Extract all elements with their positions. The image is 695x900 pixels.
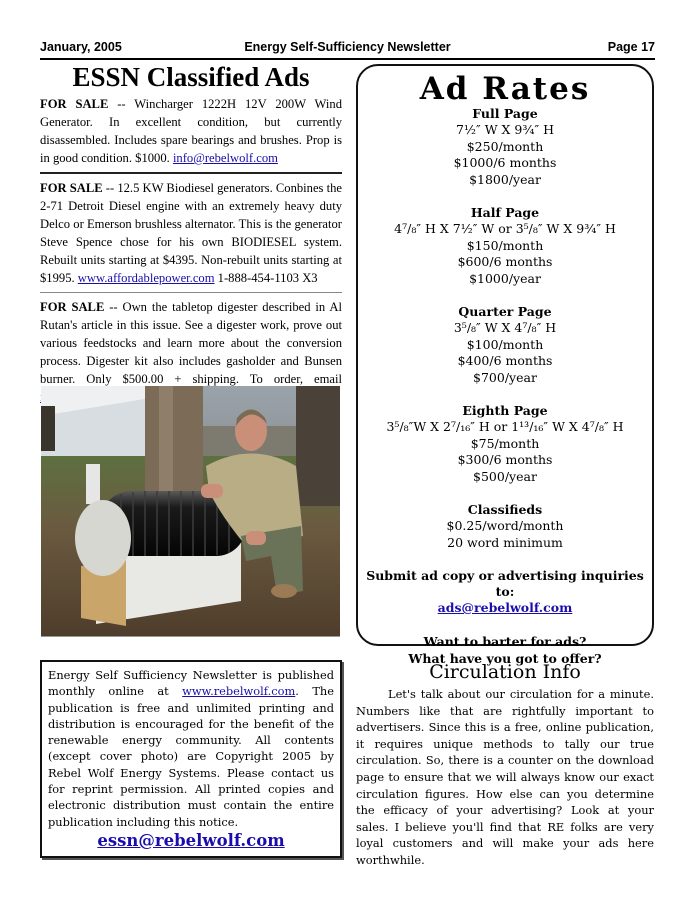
rate-price: $1800/year: [469, 171, 541, 187]
classified-ad-biodiesel-generators: [40, 176, 342, 290]
newsletter-title: Energy Self-Sufficiency Newsletter: [244, 40, 451, 54]
rate-name: Full Page: [472, 106, 538, 121]
circulation-info-section: [356, 660, 654, 869]
rate-name: Quarter Page: [458, 304, 552, 319]
rate-price: $500/year: [473, 468, 537, 484]
ad-label: FOR SALE: [40, 181, 103, 195]
page-header: [40, 38, 655, 60]
notice-text-start: Energy Self Sufficiency Newsletter is published monthly online at: [48, 668, 334, 699]
rate-size: 7½″ W X 9¾″ H: [455, 122, 555, 137]
rate-price: $75/month: [470, 435, 540, 451]
rate-name: Classifieds: [467, 502, 543, 517]
website-link[interactable]: www.rebelwolf.com: [182, 684, 296, 699]
notice-text-end: . The publication is free and unlimited printing and distribution is encouraged for the benefit of the renewable energy community. All contents (except cover photo) are Copyright 2005 by Rebel Wolf Energy Systems. Please contact us for reprint permission. All printed copies and electronic distribution must contain the entire publication including this notice.: [48, 684, 334, 829]
rate-quarter-page: [358, 304, 652, 386]
notice-email: [48, 830, 334, 850]
notice-text: [48, 667, 334, 830]
submit-label: Submit ad copy or advertising inquiries to:: [366, 568, 644, 599]
ad-text: -- Wincharger 1222H 12V 200W Wind Generator. In excellent condition, but currently disassembled. Includes spare bearings and brushes. Prop is in good condition. $1000.: [40, 97, 342, 165]
classified-ad-wind-generator: [40, 92, 342, 170]
rate-full-page: [358, 106, 652, 188]
ad-text: -- Own the tabletop digester described in Al Rutan's article in this issue. See a digester work, prove out various feedstocks and learn more about the conversion process. Digester kit also includes gasholder and Bunsen burner. Only $500.00 + shipping. To order, email: [40, 300, 342, 386]
ad-email-link[interactable]: info@rebelwolf.com: [172, 151, 278, 165]
barter-question: Want to barter for ads?: [423, 634, 587, 649]
ad-text: -- 12.5 KW Biodiesel generators. Conbines the 2-71 Detroit Diesel engine with an extremely heavy duty Delco or Emerson brushless alternator. This is the generator Steve Spence chose for his own BIODIESEL system. Rebuilt units starting at $4395. Non-rebuilt units starting at $1995.: [40, 181, 342, 285]
issue-date: January, 2005: [40, 40, 122, 54]
digester-photo-illustration: [41, 386, 340, 636]
rate-price: $300/6 months: [457, 452, 553, 467]
classified-ads-column: [40, 62, 342, 409]
page-number: Page 17: [607, 40, 655, 54]
rate-price: $1000/6 months: [453, 155, 557, 170]
ad-rates-box: [356, 64, 654, 666]
rate-price: $1000/year: [469, 270, 541, 286]
ad-label: FOR SALE: [40, 97, 109, 111]
digester-photo: [41, 386, 340, 637]
rate-size: 4⁷/₈″ H X 7½″ W or 3⁵/₈″ W X 9¾″ H: [394, 221, 616, 236]
rate-price: $700/year: [473, 369, 537, 385]
rate-classifieds: [358, 502, 652, 551]
ad-website-link[interactable]: www.affordablepower.com: [77, 271, 215, 285]
barter-offer: What have you got to offer?: [408, 651, 602, 666]
rate-price: $150/month: [466, 237, 544, 253]
circulation-body: Let's talk about our circulation for a minute. Numbers like that are rightfully important to advertisers. Since this is a free, online publication, it requires unique methods to tally our true circulation. So, there is a counter on the download page to ensure that we will always know our exact circulation figures. How else can you determine the efficacy of your advertising? Look at your sales. I believe you'll find that RE folks are very loyal customers and will make your ads here worthwhile.: [356, 687, 654, 867]
rate-name: Eighth Page: [462, 403, 548, 418]
rate-price: $400/6 months: [457, 353, 553, 368]
ad-phone: 1-888-454-1103 X3: [214, 271, 318, 285]
divider: [40, 172, 342, 174]
rate-price: $0.25/word/month: [446, 518, 564, 533]
rate-size: 3⁵/₈″ W X 4⁷/₈″ H: [453, 320, 557, 335]
rate-price: $250/month: [466, 138, 544, 154]
circulation-title: Circulation Info: [429, 661, 581, 683]
rate-size: 3⁵/₈″W X 2⁷/₁₆″ H or 1¹³/₁₆″ W X 4⁷/₈″ H: [386, 419, 624, 434]
rate-eighth-page: [358, 403, 652, 485]
rate-half-page: [358, 205, 652, 287]
rate-name: Half Page: [470, 205, 540, 220]
ads-email-link[interactable]: ads@rebelwolf.com: [437, 600, 573, 615]
rate-price: $100/month: [466, 336, 544, 352]
submit-ads-section: [358, 568, 652, 616]
rate-price: $600/6 months: [457, 254, 553, 269]
copyright-notice-box: [40, 660, 342, 858]
rate-minimum: 20 word minimum: [447, 534, 563, 550]
ad-rates-title: Ad Rates: [419, 71, 591, 107]
ad-label: FOR SALE: [40, 300, 105, 314]
divider: [40, 292, 342, 293]
essn-email-link[interactable]: essn@rebelwolf.com: [97, 830, 285, 850]
classified-ads-title: ESSN Classified Ads: [72, 62, 310, 92]
